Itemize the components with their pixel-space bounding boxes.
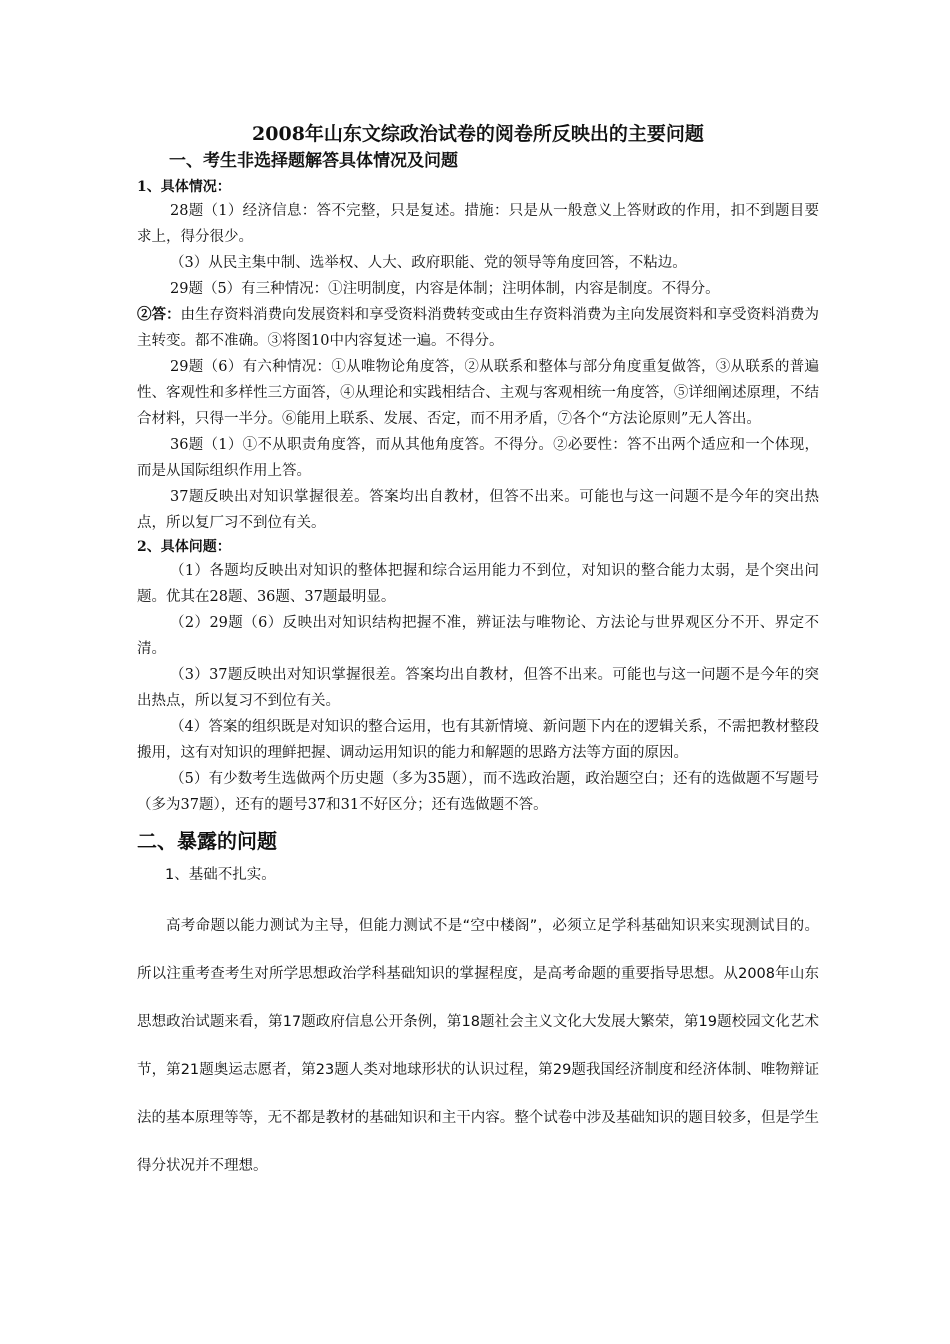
paragraph: 36题（1）①不从职责角度答，而从其他角度答。不得分。②必要性：答不出两个适应和一个体现，而是从国际组织作用上答。 [137, 437, 819, 479]
list-item: 1、基础不扎实。 [165, 867, 276, 883]
paragraph: 29题（6）有六种情况：①从唯物论角度答，②从联系和整体与部分角度重复做答，③从联系的普遍性、客观性和多样性三方面答，④从理论和实践相结合、主观与客观相统一角度答，⑤详细阐述原理，不结合材料，只得一半分。⑥能用上联系、发展、否定，而不用矛盾，⑦各个“方法论原则”无人答出。 [137, 359, 819, 427]
paragraph: （2）29题（6）反映出对知识结构把握不准，辨证法与唯物论、方法论与世界观区分不开、界定不清。 [137, 615, 819, 657]
paragraph: 高考命题以能力测试为主导，但能力测试不是“空中楼阁”，必须立足学科基础知识来实现测试目的。所以注重考查考生对所学思想政治学科基础知识的掌握程度，是高考命题的重要指导思想。从2008年山东思想政治试题来看，第17题政府信息公开条例，第18题社会主义文化大发展大繁荣，第19题校园文化艺术节，第21题奥运志愿者，第23题人类对地球形状的认识过程，第29题我国经济制度和经济体制、唯物辩证法的基本原理等等，无不都是教材的基础知识和主干内容。整个试卷中涉及基础知识的题目较多，但是学生得分状况并不理想。 [137, 918, 819, 1174]
paragraph: 29题（5）有三种情况：①注明制度，内容是体制；注明体制，内容是制度。不得分。 [170, 281, 720, 297]
paragraph: （1）各题均反映出对知识的整体把握和综合运用能力不到位，对知识的整合能力太弱，是个突出问题。优其在28题、36题、37题最明显。 [137, 563, 819, 605]
answer-text: 由生存资料消费向发展资料和享受资料消费转变或由生存资料消费为主向发展资料和享受资料消费为主转变。都不准确。③将图10中内容复述一遍。不得分。 [137, 307, 820, 349]
section-2-heading: 二、暴露的问题 [137, 829, 277, 853]
subsection-1-heading: 1、具体情况： [137, 179, 231, 195]
document-title: 2008年山东文综政治试卷的阅卷所反映出的主要问题 [252, 123, 704, 145]
paragraph: （3）从民主集中制、选举权、人大、政府职能、党的领导等角度回答，不粘边。 [170, 255, 687, 271]
document-body [137, 119, 819, 1190]
paragraph: （4）答案的组织既是对知识的整合运用，也有其新情境、新问题下内在的逻辑关系，不需把教材整段搬用，这有对知识的理鲜把握、调动运用知识的能力和解题的思路方法等方面的原因。 [137, 719, 819, 761]
section-1-heading: 一、考生非选择题解答具体情况及问题 [169, 151, 458, 171]
answer-label: ②答： [137, 306, 181, 323]
paragraph: 37题反映出对知识掌握很差。答案均出自教材，但答不出来。可能也与这一问题不是今年的突出热点，所以复厂习不到位有关。 [137, 489, 819, 531]
paragraph: （5）有少数考生选做两个历史题（多为35题），而不选政治题，政治题空白；还有的选做题不写题号（多为37题），还有的题号37和31不好区分；还有选做题不答。 [137, 771, 819, 813]
paragraph: 28题（1）经济信息：答不完整，只是复述。措施：只是从一般意义上答财政的作用，扣不到题目要求上，得分很少。 [137, 203, 819, 245]
paragraph: （3）37题反映出对知识掌握很差。答案均出自教材，但答不出来。可能也与这一问题不是今年的突出热点，所以复习不到位有关。 [137, 667, 819, 709]
subsection-2-heading: 2、具体问题： [137, 539, 231, 555]
paragraph [137, 302, 819, 354]
